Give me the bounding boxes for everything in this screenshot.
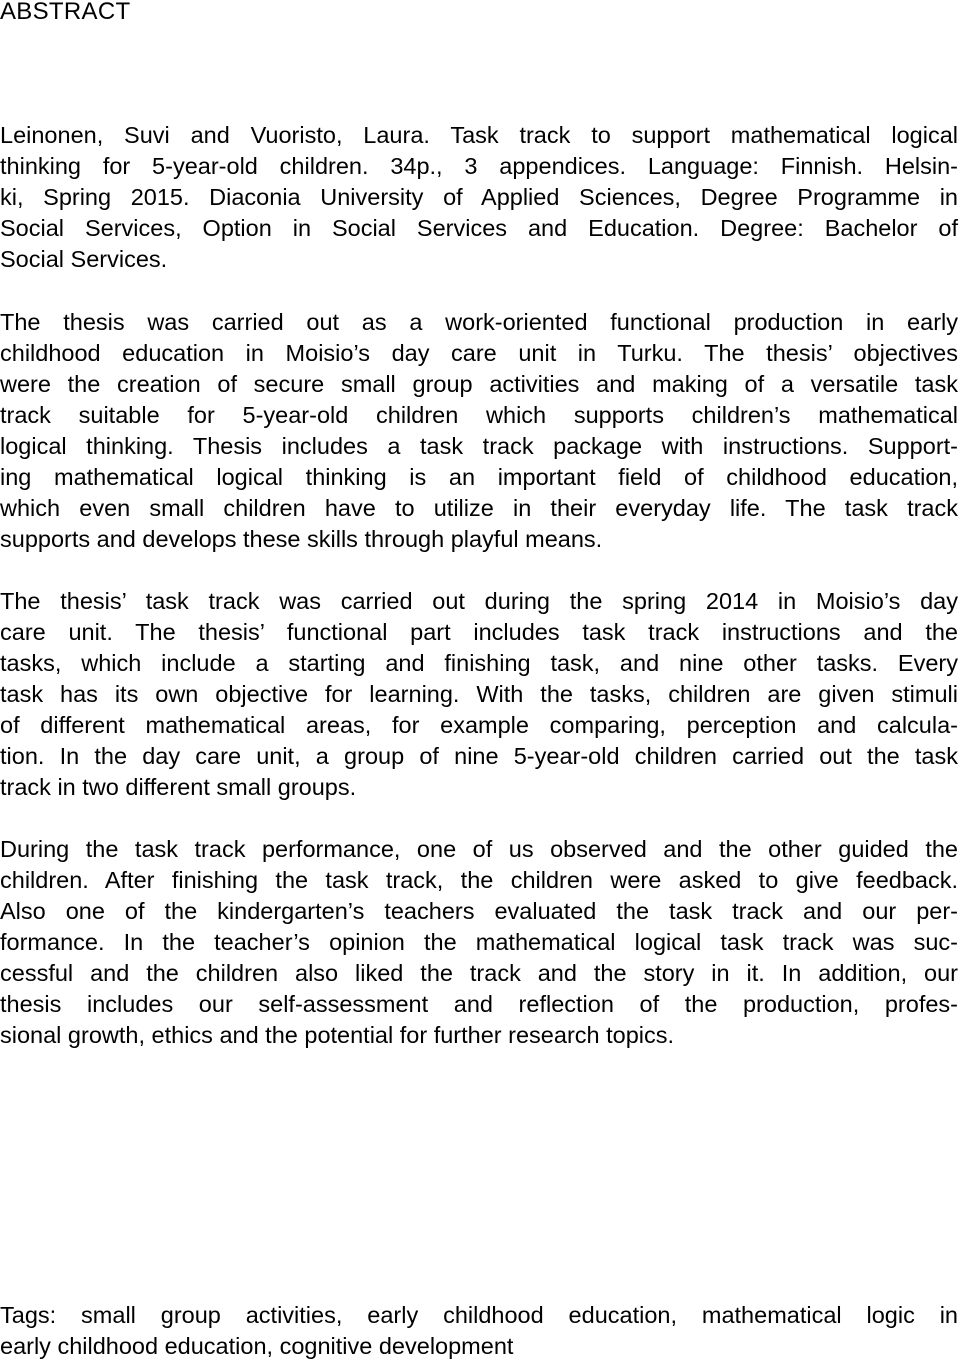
text-line: which even small children have to utilize in their everyday life. The task track xyxy=(0,495,958,521)
text-line: childhood education in Moisio’s day care unit in Turku. The thesis’ objectives xyxy=(0,340,958,366)
abstract-paragraph-3 xyxy=(0,834,958,1051)
abstract-paragraph-1 xyxy=(0,307,958,555)
text-line: logical thinking. Thesis includes a task track package with instructions. Support- xyxy=(0,433,958,459)
text-line: Social Services, Option in Social Services and Education. Degree: Bachelor of xyxy=(0,215,958,241)
text-line: The thesis was carried out as a work-oriented functional production in early xyxy=(0,309,958,335)
text-line: supports and develops these skills through playful means. xyxy=(0,526,603,552)
text-line: Tags: small group activities, early childhood education, mathematical logic in xyxy=(0,1302,958,1328)
text-line: tasks, which include a starting and finishing task, and nine other tasks. Every xyxy=(0,650,958,676)
text-line: ki, Spring 2015. Diaconia University of Applied Sciences, Degree Programme in xyxy=(0,184,958,210)
tags-paragraph xyxy=(0,1300,958,1362)
text-line: thinking for 5-year-old children. 34p., 3 appendices. Language: Finnish. Helsin- xyxy=(0,153,958,179)
text-line: early childhood education, cognitive development xyxy=(0,1333,514,1359)
text-line: tion. In the day care unit, a group of nine 5-year-old children carried out the task xyxy=(0,743,958,769)
text-line: Leinonen, Suvi and Vuoristo, Laura. Task track to support mathematical logical xyxy=(0,122,958,148)
text-line: ing mathematical logical thinking is an important field of childhood education, xyxy=(0,464,958,490)
text-line: task has its own objective for learning. With the tasks, children are given stimuli xyxy=(0,681,958,707)
abstract-heading: ABSTRACT xyxy=(0,0,131,25)
text-line: of different mathematical areas, for example comparing, perception and calcula- xyxy=(0,712,958,738)
text-line: thesis includes our self-assessment and reflection of the production, profes- xyxy=(0,991,958,1017)
text-line: were the creation of secure small group activities and making of a versatile task xyxy=(0,371,958,397)
abstract-paragraph-2 xyxy=(0,586,958,803)
text-line: Social Services. xyxy=(0,246,168,272)
text-line: sional growth, ethics and the potential for further research topics. xyxy=(0,1022,675,1048)
bibliographic-paragraph xyxy=(0,120,958,275)
text-line: The thesis’ task track was carried out during the spring 2014 in Moisio’s day xyxy=(0,588,958,614)
text-line: Also one of the kindergarten’s teachers evaluated the task track and our per- xyxy=(0,898,958,924)
text-line: formance. In the teacher’s opinion the mathematical logical task track was suc- xyxy=(0,929,958,955)
text-line: track in two different small groups. xyxy=(0,774,357,800)
text-line: care unit. The thesis’ functional part includes task track instructions and the xyxy=(0,619,958,645)
text-line: track suitable for 5-year-old children which supports children’s mathematical xyxy=(0,402,958,428)
text-line: During the task track performance, one of us observed and the other guided the xyxy=(0,836,958,862)
text-line: cessful and the children also liked the track and the story in it. In addition, our xyxy=(0,960,958,986)
text-line: children. After finishing the task track, the children were asked to give feedback. xyxy=(0,867,958,893)
